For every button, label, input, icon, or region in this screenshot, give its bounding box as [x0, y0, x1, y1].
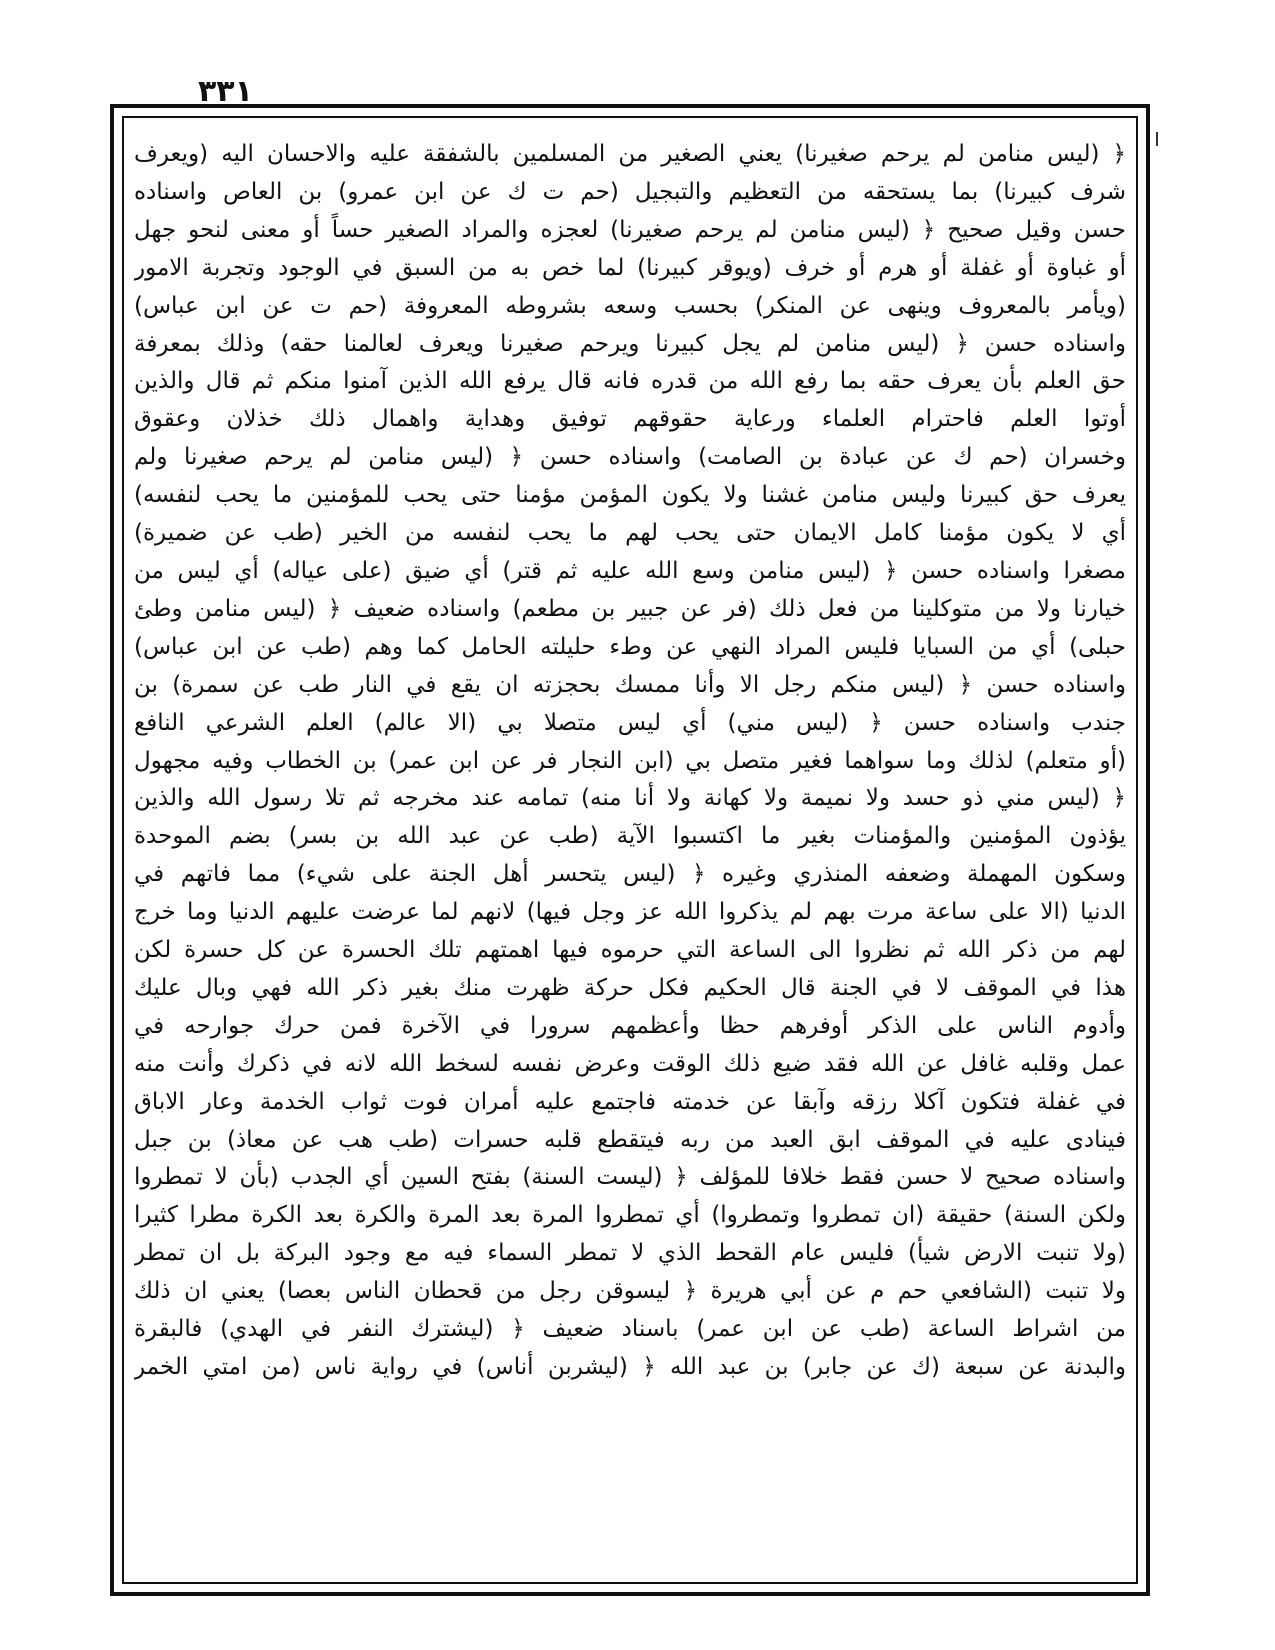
text-line: ﴿ (ليس منامن لم يرحم صغيرنا) يعني الصغير من المسلمين بالشفقة عليه والاحسان اليه (ويعرف — [134, 141, 1126, 167]
text-line: حسن وقيل صحيح ﴿ (ليس منامن لم يرحم صغيرنا) لعجزه والمراد الصغير حساً أو معنى لنحو جهل — [134, 216, 1126, 243]
text-line: خيارنا ولا من متوكلينا من فعل ذلك (فر عن جبير بن مطعم) واسناده ضعيف ﴿ (ليس منامن وطئ — [134, 595, 1126, 622]
text-line: (ولا تنبت الارض شيأ) فليس عام القحط الذي لا تمطر السماء فيه مع وجود البركة بل ان تمطر — [134, 1240, 1126, 1267]
text-line: ﴿ (ليس مني ذو حسد ولا نميمة ولا كهانة ولا أنا منه) تمامه عند مخرجه ثم تلا رسول الله والذين — [134, 785, 1126, 812]
text-line: (ويأمر بالمعروف وينهى عن المنكر) بحسب وسعه بشروطه المعروفة (حم ت عن ابن عباس) — [134, 292, 1126, 319]
text-block — [134, 136, 1126, 1576]
text-line: واسناده صحيح لا حسن فقط خلافا للمؤلف ﴿ (ليست السنة) بفتح السين أي الجدب (بأن لا تمطروا — [134, 1164, 1126, 1191]
text-line: شرف كبيرنا) بما يستحقه من التعظيم والتبجيل (حم ت ك عن ابن عمرو) بن العاص واسناده — [134, 178, 1126, 205]
text-line: من اشراط الساعة (طب عن ابن عمر) باسناد ضعيف ﴿ (ليشترك النفر في الهدي) فالبقرة — [134, 1316, 1126, 1343]
text-line: ولا تنبت (الشافعي حم م عن أبي هريرة ﴿ ليسوقن رجل من قحطان الناس بعصا) يعني ان ذلك — [134, 1278, 1126, 1305]
text-line: (أو متعلم) لذلك وما سواهما فغير متصل بي (ابن النجار فر عن ابن عمر) بن الخطاب وفيه مجهول — [134, 747, 1126, 774]
margin-mark — [1156, 132, 1158, 146]
text-line: أو غباوة أو غفلة أو هرم أو خرف (ويوقر كبيرنا) لما خص به من السبق في الوجود وتجربة الامور — [134, 254, 1126, 281]
text-line: يؤذون المؤمنين والمؤمنات بغير ما اكتسبوا الآية (طب عن عبد الله بن بسر) بضم الموحدة — [134, 823, 1126, 850]
text-line: واسناده حسن ﴿ (ليس منكم رجل الا وأنا ممسك بحجزته ان يقع في النار طب عن سمرة) بن — [134, 671, 1126, 698]
text-line: أوتوا العلم فاحترام العلماء ورعاية حقوقهم توفيق وهداية واهمال ذلك خذلان وعقوق — [134, 406, 1126, 433]
text-line: أي لا يكون مؤمنا كامل الايمان حتى يحب لهم ما يحب لنفسه من الخير (طب عن ضميرة) — [134, 520, 1126, 547]
text-line: مصغرا واسناده حسن ﴿ (ليس منامن وسع الله عليه ثم قتر) أي ضيق (على عياله) أي ليس من — [134, 557, 1126, 584]
text-line: حق العلم بأن يعرف حقه بما رفع الله من قدره فانه قال يرفع الله الذين آمنوا منكم ثم قال والذين — [134, 368, 1126, 395]
text-line: وخسران (حم ك عن عبادة بن الصامت) واسناده حسن ﴿ (ليس منامن لم يرحم صغيرنا ولم — [134, 444, 1126, 471]
text-line: هذا في الموقف لا في الجنة قال الحكيم فكل حركة ظهرت منك بغير ذكر الله فهي وبال عليك — [134, 974, 1126, 1001]
text-line: حبلى) أي من السبايا فليس المراد النهي عن وطء حليلته الحامل كما وهم (طب عن ابن عباس) — [134, 633, 1126, 660]
text-line: فينادى عليه في الموقف ابق العبد من ربه فيتقطع قلبه حسرات (طب هب عن معاذ) بن جبل — [134, 1126, 1126, 1153]
text-line: الدنيا (الا على ساعة مرت بهم لم يذكروا الله عز وجل فيها) لانهم لما عرضت عليهم الدنيا وما خرج — [134, 899, 1126, 926]
text-line: والبدنة عن سبعة (ك عن جابر) بن عبد الله ﴿ (ليشربن أناس) في رواية ناس (من امتي الخمر — [134, 1354, 1126, 1380]
text-line: وسكون المهملة وضعفه المنذري وغيره ﴿ (ليس يتحسر أهل الجنة على شيء) مما فاتهم في — [134, 861, 1126, 888]
text-line: عمل وقلبه غافل عن الله فقد ضيع ذلك الوقت وعرض نفسه لسخط الله لانه في ذكرك وأنت منه — [134, 1050, 1126, 1077]
page-number: ٣٣١ — [198, 74, 253, 109]
text-line: وأدوم الناس على الذكر أوفرهم حظا وأعظمهم سرورا في الآخرة فمن حرك جوارحه في — [134, 1012, 1126, 1039]
text-line: في غفلة فتكون آكلا رزقه وآبقا عن خدمته فاجتمع عليه أمران فوت ثواب الخدمة وعار الاباق — [134, 1088, 1126, 1115]
text-line: واسناده حسن ﴿ (ليس منامن لم يجل كبيرنا ويرحم صغيرنا ويعرف لعالمنا حقه) وذلك بمعرفة — [134, 330, 1126, 357]
text-line: لهم من ذكر الله ثم نظروا الى الساعة التي حرموه فيها اهمتهم تلك الحسرة عن كل حسرة لكن — [134, 937, 1126, 964]
text-line: يعرف حق كبيرنا وليس منامن غشنا ولا يكون المؤمن مؤمنا حتى يحب للمؤمنين ما يحب لنفسه) — [134, 482, 1126, 509]
text-line: ولكن السنة) حقيقة (ان تمطروا وتمطروا) أي تمطروا المرة بعد المرة والكرة بعد الكرة مطرا كثيرا — [134, 1202, 1126, 1229]
text-line: جندب واسناده حسن ﴿ (ليس مني) أي ليس متصلا بي (الا عالم) العلم الشرعي النافع — [134, 709, 1126, 736]
